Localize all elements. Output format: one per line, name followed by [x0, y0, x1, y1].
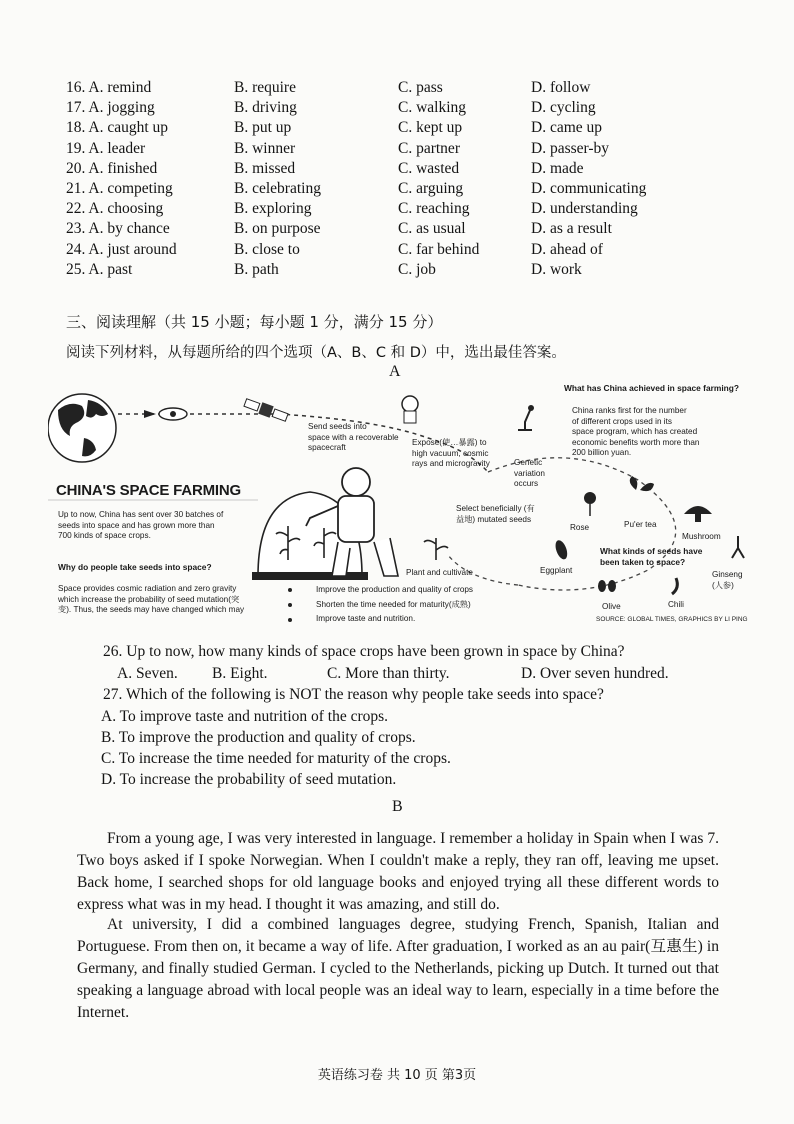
send-seeds-text: Send seeds into space with a recoverable spacecraft — [308, 422, 399, 452]
rocket-icon — [144, 408, 187, 420]
kinds-question: What kinds of seeds have been taken to space? — [600, 546, 703, 567]
plant-cultivate-text: Plant and cultivate — [406, 568, 473, 577]
q27-option-a: A. To improve taste and nutrition of the crops. — [101, 708, 389, 725]
select-seeds-text: Select beneficially (有 益地) mutated seeds — [456, 504, 535, 524]
option-a: 24. A. just around — [66, 240, 177, 258]
passage-a-label: A — [389, 363, 401, 380]
q26-option-c: C. More than thirty. — [327, 665, 450, 682]
option-d: D. work — [531, 260, 582, 278]
achieve-question: What has China achieved in space farming? — [564, 383, 739, 393]
option-row — [66, 159, 706, 179]
option-b: B. celebrating — [234, 179, 321, 197]
space-farming-infographic — [48, 380, 768, 632]
option-c: C. far behind — [398, 240, 480, 258]
option-a: 16. A. remind — [66, 79, 152, 96]
mushroom-icon — [684, 506, 712, 522]
option-d: D. came up — [531, 119, 603, 137]
passage-b-paragraph-1: From a young age, I was very interested in language. I remember a holiday in Spain when I was 7. Two boys asked if I spoke Norwegian. When I couldn't make a reply, they ran off, leaving me upset. Back home, I searched shops for old language books and enjoyed trying all these different words to express what was in my head. I thought it was amazing, and still do. — [77, 830, 719, 913]
option-row — [66, 199, 706, 219]
option-a: 18. A. caught up — [66, 119, 169, 137]
option-row — [66, 240, 706, 260]
option-b: B. on purpose — [234, 220, 321, 238]
benefit-list: Improve the production and quality of crops Shorten the time needed for maturity(成熟) Improve taste and nutrition. — [316, 585, 474, 623]
q27-option-b: B. To improve the production and quality of crops. — [101, 729, 416, 746]
option-c: C. job — [398, 260, 436, 278]
option-row — [66, 118, 706, 138]
option-b: B. put up — [234, 119, 292, 137]
q27-option-d: D. To increase the probability of seed mutation. — [101, 771, 397, 788]
option-d: D. ahead of — [531, 240, 603, 258]
eggplant-icon — [553, 539, 569, 561]
option-a: 22. A. choosing — [66, 200, 164, 218]
option-c: C. reaching — [398, 200, 470, 218]
option-c: C. walking — [398, 99, 467, 117]
option-c: C. arguing — [398, 179, 464, 197]
infographic-title: CHINA'S SPACE FARMING — [56, 482, 241, 499]
option-c: C. pass — [398, 79, 443, 96]
crop-label-mushroom: Mushroom — [682, 532, 721, 541]
plant-cultivate-icon — [424, 538, 448, 560]
crop-label-eggplant: Eggplant — [540, 566, 573, 575]
option-d: D. passer-by — [531, 139, 610, 157]
option-c: C. as usual — [398, 220, 466, 238]
source-credit: SOURCE: GLOBAL TIMES, GRAPHICS BY LI PING — [596, 616, 748, 623]
option-b: B. winner — [234, 139, 296, 157]
option-c: C. partner — [398, 139, 460, 157]
passage-b-paragraph-2: At university, I did a combined languages degree, studying French, Spanish, Italian and Portuguese. From then on, it became a way of life. After graduation, I worked as an au pair(互惠生) in Germany, and finally studied German. I cycled to the Netherlands, picking up Dutch. It turned out that speaking a language abroad with local people was an ideal way to learn, especially in a time before the Internet. — [77, 916, 719, 1021]
option-b: B. path — [234, 260, 279, 278]
option-row — [66, 78, 706, 98]
option-a: 20. A. finished — [66, 159, 158, 177]
option-a: 25. A. past — [66, 260, 133, 278]
option-d: D. cycling — [531, 99, 596, 117]
question-27-stem: 27. Which of the following is NOT the reason why people take seeds into space? — [103, 686, 604, 703]
option-b: B. close to — [234, 240, 300, 258]
option-row — [66, 219, 706, 239]
page-footer: 英语练习卷 共 10 页 第3页 — [317, 1068, 477, 1083]
option-d: D. understanding — [531, 200, 638, 218]
microscope-icon — [518, 405, 534, 430]
option-b: B. require — [234, 79, 296, 96]
option-row — [66, 139, 706, 159]
option-d: D. communicating — [531, 179, 647, 197]
option-a: 19. A. leader — [66, 139, 146, 157]
option-d: D. follow — [531, 79, 591, 96]
option-a: 21. A. competing — [66, 179, 173, 197]
option-row — [66, 98, 706, 118]
question-26-stem: 26. Up to now, how many kinds of space crops have been grown in space by China? — [103, 643, 625, 660]
crop-label-rose: Rose — [570, 523, 590, 532]
why-question: Why do people take seeds into space? — [58, 562, 212, 572]
crop-label-tea: Pu'er tea — [624, 520, 657, 529]
option-b: B. driving — [234, 99, 297, 117]
crop-label-ginseng: Ginseng (人参) — [712, 570, 743, 590]
crop-label-olive: Olive — [602, 602, 621, 611]
option-b: B. missed — [234, 159, 296, 177]
cloze-options-table — [66, 78, 706, 280]
option-b: B. exploring — [234, 200, 312, 218]
q26-option-d: D. Over seven hundred. — [521, 665, 669, 682]
astronaut-small-icon — [402, 396, 418, 423]
q27-option-c: C. To increase the time needed for maturity of the crops. — [101, 750, 451, 767]
option-a: 23. A. by chance — [66, 220, 170, 238]
satellite-icon — [243, 397, 288, 423]
passage-b-label: B — [392, 798, 403, 815]
intro-text: Up to now, China has sent over 30 batches of seeds into space and has grown more than 700 kinds of space crops. — [58, 510, 224, 540]
why-answer: Space provides cosmic radiation and zero gravity which increase the probability of seed mutation(突 变). Thus, the seeds may have changed which may — [58, 584, 245, 614]
expose-text: Expose(使…暴露) to high vacuum, cosmic rays and microgravity — [412, 438, 490, 468]
option-c: C. wasted — [398, 159, 460, 177]
option-d: D. as a result — [531, 220, 612, 238]
option-row — [66, 179, 706, 199]
crop-label-chili: Chili — [668, 600, 684, 609]
q26-option-b: B. Eight. — [212, 665, 268, 682]
olive-icon — [598, 580, 616, 592]
option-row — [66, 260, 706, 280]
option-d: D. made — [531, 159, 584, 177]
chili-icon — [672, 578, 677, 594]
achieve-answer: China ranks first for the number of different crops used in its space program, which has created economic benefits worth more than 200 billion yuan. — [572, 406, 700, 457]
earth-globe-icon — [48, 394, 116, 462]
ginseng-icon — [732, 536, 744, 558]
option-c: C. kept up — [398, 119, 463, 137]
rose-icon — [584, 492, 596, 516]
q26-option-a: A. Seven. — [117, 665, 178, 682]
genetic-variation-text: Genetic variation occurs — [514, 458, 545, 488]
section-title: 三、阅读理解（共 15 小题；每小题 1 分，满分 15 分） — [66, 313, 443, 331]
option-a: 17. A. jogging — [66, 99, 155, 117]
section-instruction: 阅读下列材料，从每题所给的四个选项（A、B、C 和 D）中，选出最佳答案。 — [66, 345, 566, 361]
